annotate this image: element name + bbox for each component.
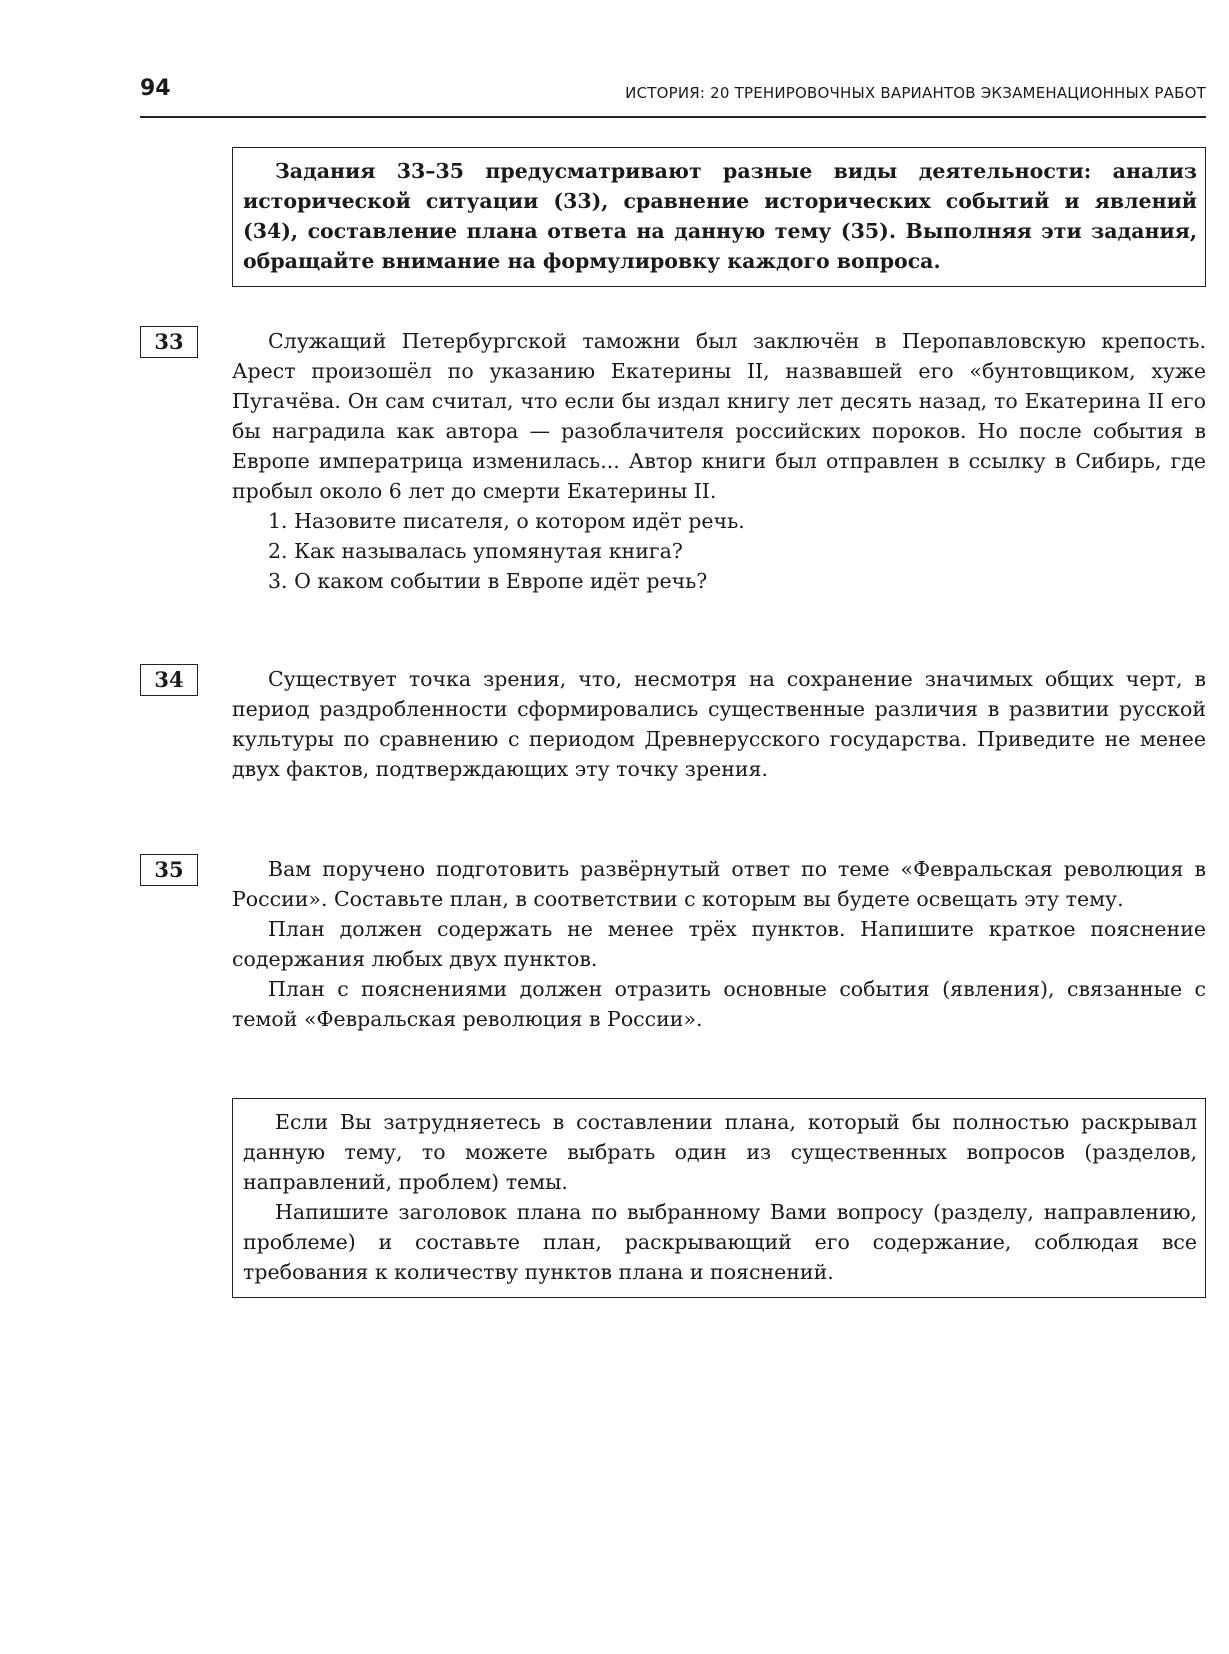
task-body [232, 854, 1206, 1034]
question-item: 2. Как называлась упомянутая книга? [268, 539, 683, 563]
task-paragraph: План должен содержать не менее трёх пунктов. Напишите краткое пояснение содержания любых двух пунктов. [232, 917, 1206, 971]
question-list [232, 506, 1206, 596]
task-paragraph: Служащий Петербургской таможни был заключён в Перопавловскую крепость. Арест произошёл по указанию Екатерины II, назвавшей его «бунтовщиком, хуже Пугачёва. Он сам считал, что если бы издал книгу лет десять назад, то Екатерина II его бы наградила как автора — разоблачителя российских пороков. Но после события в Европе императрица изменилась... Автор книги был отправлен в ссылку в Сибирь, где пробыл около 6 лет до смерти Екатерины II. [232, 329, 1206, 503]
hint-paragraph: Напишите заголовок плана по выбранному Вами вопросу (разделу, направлению, проблеме) и составьте план, раскрывающий его содержание, соблюдая все требования к количеству пунктов плана и пояснений. [243, 1200, 1197, 1284]
intro-note-box [232, 147, 1206, 287]
hint-note-box [232, 1098, 1206, 1298]
task-body [232, 326, 1206, 596]
task-paragraph: Вам поручено подготовить развёрнутый ответ по теме «Февральская революция в России». Составьте план, в соответствии с которым вы будете освещать эту тему. [232, 857, 1206, 911]
task-number-badge: 33 [140, 326, 198, 358]
task-paragraph: План с пояснениями должен отразить основные события (явления), связанные с темой «Февральская революция в России». [232, 977, 1206, 1031]
page-header [140, 72, 1206, 118]
page-number: 94 [140, 76, 171, 101]
task-number-badge: 34 [140, 664, 198, 696]
question-item: 1. Назовите писателя, о котором идёт речь. [268, 509, 745, 533]
hint-paragraph: Если Вы затрудняетесь в составлении плана, который бы полностью раскрывал данную тему, то можете выбрать один из существенных вопросов (разделов, направлений, проблем) темы. [243, 1110, 1197, 1194]
task-paragraph: Существует точка зрения, что, несмотря на сохранение значимых общих черт, в период раздробленности сформировались существенные различия в развитии русской культуры по сравнению с периодом Древнерусского государства. Приведите не менее двух фактов, подтверждающих эту точку зрения. [232, 667, 1206, 781]
intro-note-text: Задания 33–35 предусматривают разные виды деятельности: анализ исторической ситуации (33), сравнение исторических событий и явлений (34), составление плана ответа на данную тему (35). Выполняя эти задания, обращайте внимание на формулировку каждого вопроса. [243, 159, 1197, 273]
running-title: ИСТОРИЯ: 20 ТРЕНИРОВОЧНЫХ ВАРИАНТОВ ЭКЗАМЕНАЦИОННЫХ РАБОТ [625, 84, 1206, 102]
task-body [232, 664, 1206, 784]
question-item: 3. О каком событии в Европе идёт речь? [268, 569, 708, 593]
task-number-badge: 35 [140, 854, 198, 886]
